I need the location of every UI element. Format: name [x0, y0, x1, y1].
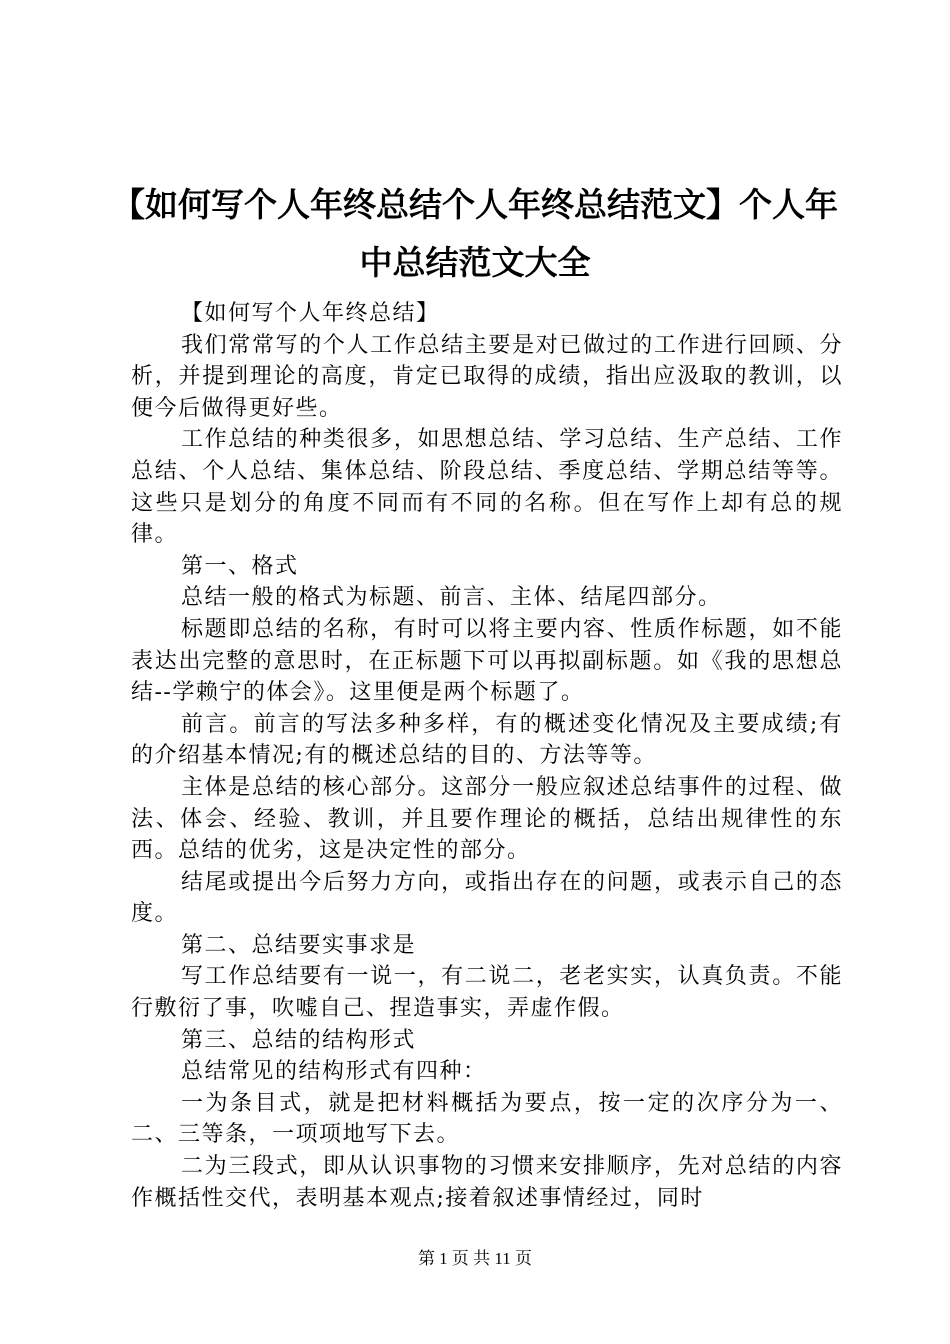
section-heading: 第一、格式 [181, 553, 299, 579]
paragraph: 前言。前言的写法多种多样，有的概述变化情况及主要成绩;有的介绍基本情况;有的概述总结的目的、方法等等。 [131, 711, 843, 769]
paragraph: 主体是总结的核心部分。这部分一般应叙述总结事件的过程、做法、体会、经验、教训，并且要作理论的概括，总结出规律性的东西。总结的优劣，这是决定性的部分。 [131, 774, 843, 864]
paragraph: 写工作总结要有一说一，有二说二，老老实实，认真负责。不能行敷衍了事，吹嘘自己、捏造事实，弄虚作假。 [131, 964, 843, 1022]
document-title: 【如何写个人年终总结个人年终总结范文】个人年中总结范文大全 [112, 185, 838, 282]
page-footer: 第 1 页 共 11 页 [417, 1249, 533, 1268]
paragraph: 【如何写个人年终总结】 [181, 301, 440, 326]
paragraph: 总结常见的结构形式有四种： [181, 1059, 487, 1085]
document-body [131, 298, 843, 1214]
paragraph: 我们常常写的个人工作总结主要是对已做过的工作进行回顾、分析，并提到理论的高度，肯定已取得的成绩，指出应汲取的教训，以便今后做得更好些。 [131, 332, 843, 421]
paragraph: 一为条目式，就是把材料概括为要点，按一定的次序分为一、二、三等条，一项项地写下去。 [131, 1090, 843, 1148]
paragraph: 结尾或提出今后努力方向，或指出存在的问题，或表示自己的态度。 [131, 869, 843, 927]
paragraph: 二为三段式，即从认识事物的习惯来安排顺序，先对总结的内容作概括性交代，表明基本观点;接着叙述事情经过，同时 [131, 1154, 843, 1211]
section-heading: 第二、总结要实事求是 [181, 932, 417, 958]
paragraph: 总结一般的格式为标题、前言、主体、结尾四部分。 [181, 585, 722, 611]
paragraph: 工作总结的种类很多，如思想总结、学习总结、生产总结、工作总结、个人总结、集体总结、阶段总结、季度总结、学期总结等等。这些只是划分的角度不同而有不同的名称。但在写作上却有总的规律。 [131, 427, 843, 548]
paragraph: 标题即总结的名称，有时可以将主要内容、性质作标题，如不能表达出完整的意思时，在正标题下可以再拟副标题。如《我的思想总结--学赖宁的体会》。这里便是两个标题了。 [131, 616, 843, 706]
section-heading: 第三、总结的结构形式 [181, 1027, 417, 1053]
